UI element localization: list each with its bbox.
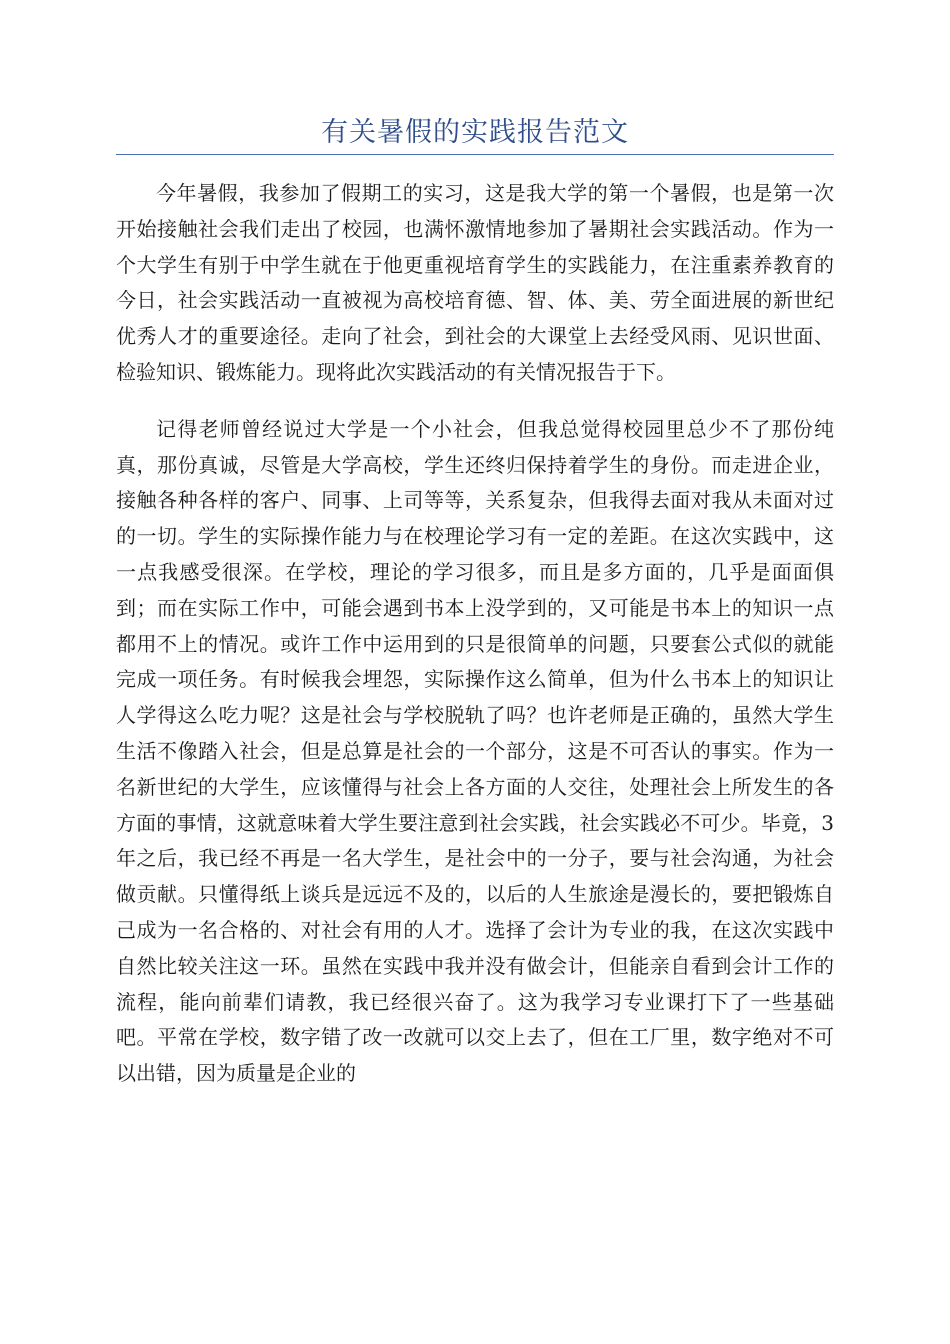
document-title: 有关暑假的实践报告范文 <box>321 117 629 148</box>
paragraph-1: 今年暑假，我参加了假期工的实习，这是我大学的第一个暑假，也是第一次开始接触社会我们走出了校园，也满怀激情地参加了暑期社会实践活动。作为一个大学生有别于中学生就在于他更重视培育学生的实践能力，在注重素养教育的今日，社会实践活动一直被视为高校培育德、智、体、美、劳全面进展的新世纪优秀人才的重要途径。走向了社会，到社会的大课堂上去经受风雨、见识世面、检验知识、锻炼能力。现将此次实践活动的有关情况报告于下。 <box>116 181 834 384</box>
title-underline <box>116 154 834 155</box>
paragraph-2: 记得老师曾经说过大学是一个小社会，但我总觉得校园里总少不了那份纯真，那份真诚，尽管是大学高校，学生还终归保持着学生的身份。而走进企业，接触各种各样的客户、同事、上司等等，关系复杂，但我得去面对我从未面对过的一切。学生的实际操作能力与在校理论学习有一定的差距。在这次实践中，这一点我感受很深。在学校，理论的学习很多，而且是多方面的，几乎是面面俱到；而在实际工作中，可能会遇到书本上没学到的，又可能是书本上的知识一点都用不上的情况。或许工作中运用到的只是很简单的问题，只要套公式似的就能完成一项任务。有时候我会埋怨，实际操作这么简单，但为什么书本上的知识让人学得这么吃力呢？这是社会与学校脱轨了吗？也许老师是正确的，虽然大学生生活不像踏入社会，但是总算是社会的一个部分，这是不可否认的事实。作为一名新世纪的大学生，应该懂得与社会上各方面的人交往，处理社会上所发生的各方面的事情，这就意味着大学生要注意到社会实践，社会实践必不可少。毕竟，3年之后，我已经不再是一名大学生，是社会中的一分子，要与社会沟通，为社会做贡献。只懂得纸上谈兵是远远不及的，以后的人生旅途是漫长的，要把锻炼自己成为一名合格的、对社会有用的人才。选择了会计为专业的我，在这次实践中自然比较关注这一环。虽然在实践中我并没有做会计，但能亲自看到会计工作的流程，能向前辈们请教，我已经很兴奋了。这为我学习专业课打下了一些基础吧。平常在学校，数字错了改一改就可以交上去了，但在工厂里，数字绝对不可以出错，因为质量是企业的 <box>116 416 834 1086</box>
document-body <box>116 176 834 1092</box>
